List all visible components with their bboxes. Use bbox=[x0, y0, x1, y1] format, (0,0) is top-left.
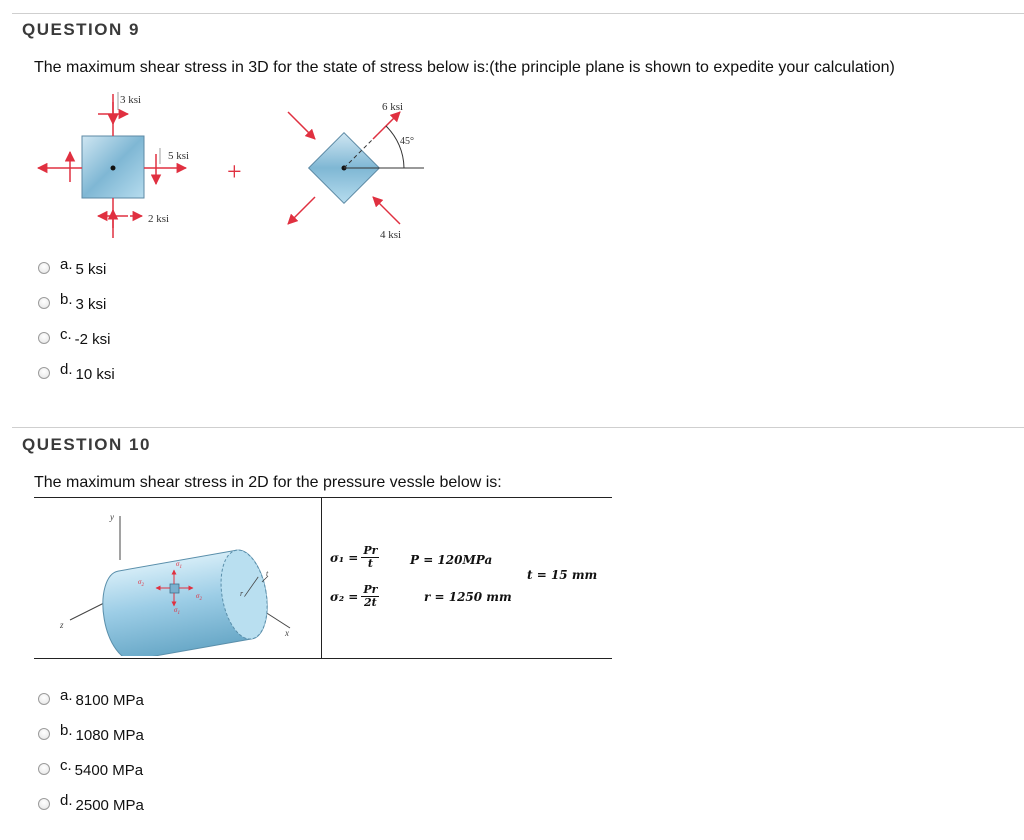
plus-sign: + bbox=[227, 157, 242, 186]
label-4ksi: 4 ksi bbox=[380, 229, 402, 241]
label-sigma1-top: $\sigma_1$ bbox=[176, 560, 182, 570]
arrow-6ksi-top bbox=[373, 112, 400, 139]
option-text: 5 ksi bbox=[75, 260, 107, 278]
thickness-label: t bbox=[266, 569, 269, 578]
option-text: 8100 MPa bbox=[75, 691, 144, 709]
option-text: 10 ksi bbox=[75, 365, 115, 383]
radio-button[interactable] bbox=[38, 763, 50, 775]
axis-y-label: y bbox=[110, 512, 114, 522]
radio-button[interactable] bbox=[38, 262, 50, 274]
question-10-option-c[interactable] bbox=[38, 756, 144, 779]
option-letter: c. bbox=[60, 756, 72, 774]
question-10-figure-top-rule bbox=[34, 497, 612, 498]
question-10-figure-bottom-rule bbox=[34, 658, 612, 659]
formula-sigma1-fraction bbox=[361, 545, 379, 570]
option-letter: b. bbox=[60, 290, 73, 308]
element-center-dot bbox=[111, 166, 116, 171]
formula-sigma1-denominator: t bbox=[367, 557, 373, 570]
formula-sigma1-lhs: σ₁ = bbox=[330, 550, 359, 565]
option-letter: d. bbox=[60, 360, 73, 378]
arrow-6ksi-bottom bbox=[288, 197, 315, 224]
formula-sigma2-numerator: Pr bbox=[363, 583, 378, 596]
radio-button[interactable] bbox=[38, 332, 50, 344]
option-text: -2 ksi bbox=[74, 330, 111, 348]
label-3ksi: 3 ksi bbox=[120, 94, 142, 106]
question-9-title: QUESTION 9 bbox=[22, 20, 140, 39]
formula-sigma2-fraction bbox=[361, 584, 379, 609]
radio-button[interactable] bbox=[38, 367, 50, 379]
label-6ksi: 6 ksi bbox=[382, 101, 404, 113]
given-pressure: P = 120MPa bbox=[410, 553, 493, 567]
option-text: 3 ksi bbox=[75, 295, 107, 313]
formula-sigma2-denominator: 2t bbox=[364, 596, 377, 609]
question-9-prompt: The maximum shear stress in 3D for the state of stress below is:(the principle plane is shown to expedite your calculation) bbox=[34, 59, 895, 76]
question-9-option-c[interactable] bbox=[38, 325, 111, 348]
radius-label: r bbox=[240, 589, 244, 598]
question-10-option-a[interactable] bbox=[38, 686, 144, 709]
arrow-4ksi-upper bbox=[288, 112, 315, 139]
label-sigma2-left: $\sigma_2$ bbox=[138, 578, 144, 588]
axis-x-label: x bbox=[285, 628, 289, 638]
radio-button[interactable] bbox=[38, 297, 50, 309]
option-letter: d. bbox=[60, 791, 73, 809]
arrow-4ksi-lower bbox=[373, 197, 400, 224]
option-letter: b. bbox=[60, 721, 73, 739]
top-divider bbox=[12, 13, 1024, 14]
label-2ksi: 2 ksi bbox=[148, 213, 170, 225]
axis-z-label: z bbox=[60, 620, 64, 630]
option-letter: a. bbox=[60, 255, 73, 273]
question-9-figure bbox=[30, 88, 450, 248]
question-10-title: QUESTION 10 bbox=[22, 435, 151, 454]
radio-button[interactable] bbox=[38, 693, 50, 705]
vessel-stress-element bbox=[170, 584, 179, 593]
option-text: 2500 MPa bbox=[75, 796, 144, 814]
pressure-vessel-figure bbox=[40, 500, 320, 656]
formula-sigma1-numerator: Pr bbox=[363, 544, 378, 557]
option-text: 5400 MPa bbox=[74, 761, 144, 779]
radio-button[interactable] bbox=[38, 798, 50, 810]
angle-arc-45 bbox=[386, 126, 404, 168]
question-10-figure-divider bbox=[321, 497, 322, 658]
label-5ksi: 5 ksi bbox=[168, 150, 190, 162]
question-9-option-a[interactable] bbox=[38, 255, 107, 278]
question-9-option-b[interactable] bbox=[38, 290, 107, 313]
given-radius: r = 1250 mm bbox=[424, 590, 512, 604]
option-letter: a. bbox=[60, 686, 73, 704]
radio-button[interactable] bbox=[38, 728, 50, 740]
section-divider bbox=[12, 427, 1024, 428]
formula-sigma2 bbox=[330, 584, 379, 609]
label-45deg: 45° bbox=[400, 136, 414, 147]
label-sigma2-right: $\sigma_2$ bbox=[196, 592, 202, 602]
question-10-option-b[interactable] bbox=[38, 721, 144, 744]
given-thickness: t = 15 mm bbox=[527, 568, 598, 582]
option-letter: c. bbox=[60, 325, 72, 343]
question-10-prompt: The maximum shear stress in 2D for the pressure vessle below is: bbox=[34, 474, 502, 491]
question-9-option-d[interactable] bbox=[38, 360, 115, 383]
option-text: 1080 MPa bbox=[75, 726, 144, 744]
formula-sigma2-lhs: σ₂ = bbox=[330, 589, 359, 604]
formula-sigma1 bbox=[330, 545, 379, 570]
label-sigma1-bottom: $\sigma_1$ bbox=[174, 606, 180, 616]
question-10-option-d[interactable] bbox=[38, 791, 144, 814]
